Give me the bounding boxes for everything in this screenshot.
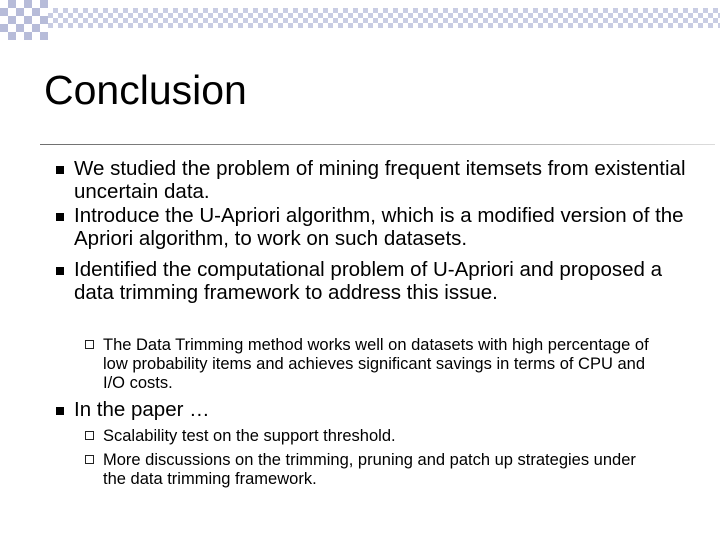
bullet-3-text: Identified the computational problem of U-Apriori and proposed a data trimming framework to address this issue. [74,258,663,304]
bullet-1-marker [56,166,64,174]
sub-bullet-4-1-marker [85,431,94,440]
slide-title: Conclusion [44,67,247,113]
corner-pattern [0,0,48,40]
bullet-4-marker [56,407,64,415]
bullet-3-marker [56,267,64,275]
sub-bullet-3-1-marker [85,340,94,349]
bullet-1-text: We studied the problem of mining frequent itemsets from existential uncertain data. [74,157,686,203]
bullet-2-marker [56,213,64,221]
sub-bullet-4-2-text: More discussions on the trimming, pruning and patch up strategies under the data trimming framework. [103,451,636,488]
sub-bullet-3-1-text: The Data Trimming method works well on datasets with high percentage of low probability items and achieves significant savings in terms of CPU and I/O costs. [103,336,649,392]
bullet-2-text: Introduce the U-Apriori algorithm, which is a modified version of the Apriori algorithm, to work on such datasets. [74,204,684,250]
top-decorative-band [48,8,720,28]
sub-bullet-4-2-marker [85,455,94,464]
sub-bullet-4-1-text: Scalability test on the support threshold. [103,427,396,445]
bullet-4-text: In the paper … [74,398,210,421]
title-divider [40,144,715,145]
